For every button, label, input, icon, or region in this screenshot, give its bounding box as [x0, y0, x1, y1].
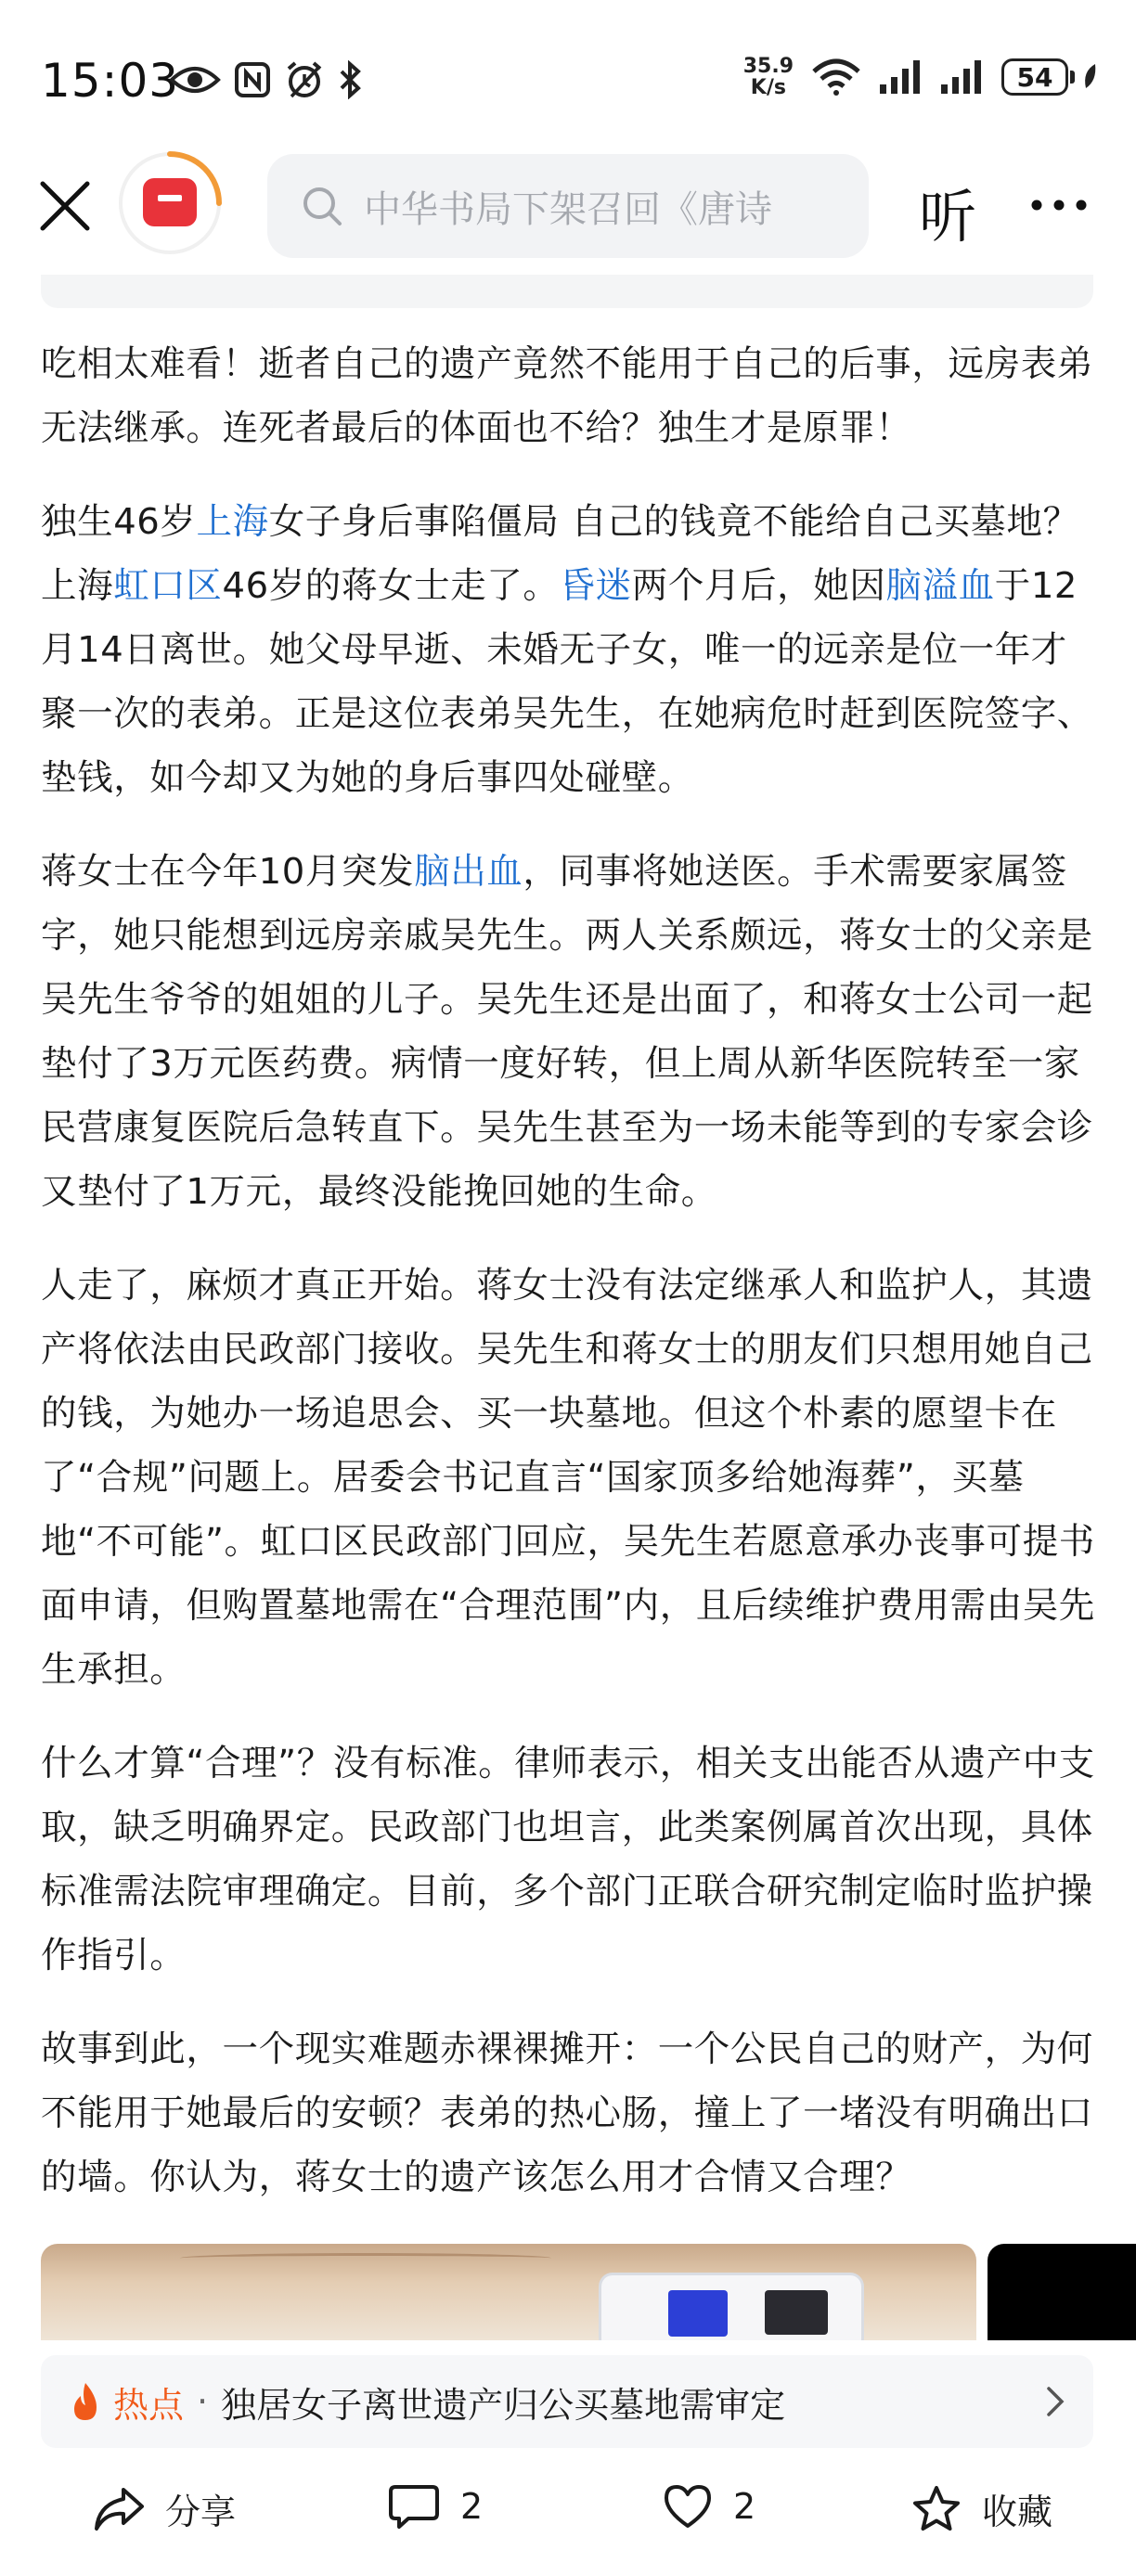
article-image[interactable] — [41, 2244, 976, 2340]
alarm-icon — [284, 59, 325, 100]
net-speed-value: 35.9 — [742, 55, 794, 78]
comment-button[interactable] — [388, 2483, 483, 2530]
text: 于12月14日离世。她父母早逝、未婚无子女，唯一的远亲是位一年才聚一次的表弟。正是这位表弟吴先生，在她病危时赶到医院签字、垫钱，如今却又为她的身后事四处碰壁。 — [41, 565, 1093, 799]
article-image-next[interactable] — [988, 2244, 1136, 2340]
share-label: 分享 — [165, 2492, 237, 2532]
signal-icon — [940, 58, 983, 96]
hot-label: 热点 — [113, 2384, 185, 2426]
article-body — [41, 332, 1099, 2239]
paragraph-2 — [41, 490, 1099, 810]
status-icons-right — [743, 56, 1099, 98]
net-speed — [743, 56, 794, 98]
like-count: 2 — [733, 2486, 756, 2527]
text: 两个月后，她因 — [631, 565, 886, 607]
text: ，同事将她送医。手术需要家属签字，她只能想到远房亲戚吴先生。两人关系颇远，蒋女士的父亲是吴先生爷爷的姐姐的儿子。吴先生还是出面了，和蒋女士公司一起垫付了3万元医药费。病情一度好转，但上周从新华医院转至一家民营康复医院后急转直下。吴先生甚至为一场未能等到的专家会诊又垫付了1万元，最终没能挽回她的生命。 — [41, 851, 1093, 1213]
share-button[interactable] — [93, 2483, 236, 2534]
text: 女子身后事陷僵局 自己的钱竟不能给自己买墓地？上海 — [41, 501, 1079, 607]
battery-icon — [1001, 58, 1099, 96]
keyword-link-hongkou[interactable]: 虹口区 — [113, 565, 223, 607]
share-icon — [93, 2486, 145, 2532]
status-time: 15:03 — [41, 54, 180, 108]
close-icon[interactable] — [35, 176, 95, 236]
image-device-display — [765, 2290, 828, 2335]
battery-leaf-icon — [1080, 62, 1099, 92]
paragraph-5: 什么才算“合理”？没有标准。律师表示，相关支出能否从遗产中支取，缺乏明确界定。民政部门也坦言，此类案例属首次出现，具体标准需法院审理确定。目前，多个部门正联合研究制定临时监护操作指引。 — [41, 1743, 1095, 1977]
image-cable — [180, 2253, 551, 2263]
chevron-right-icon — [1045, 2385, 1065, 2418]
keyword-link-hemorrhage[interactable]: 脑溢血 — [885, 565, 995, 607]
status-icons-left — [169, 59, 364, 100]
paragraph-4: 人走了，麻烦才真正开始。蒋女士没有法定继承人和监护人，其遗产将依法由民政部门接收。吴先生和蒋女士的朋友们只想用她自己的钱，为她办一场追思会、买一块墓地。但这个朴素的愿望卡在了“合规”问题上。居委会书记直言“国家顶多给她海葬”，买墓地“不可能”。虹口区民政部门回应，吴先生若愿意承办丧事可提书面申请，但购置墓地需在“合理范围”内，且后续维护费用需由吴先生承担。 — [41, 1265, 1095, 1691]
flame-icon — [69, 2381, 102, 2422]
favorite-button[interactable] — [911, 2483, 1052, 2534]
comment-count: 2 — [460, 2486, 484, 2527]
bottom-action-bar — [0, 2465, 1136, 2557]
hot-topic-bar[interactable] — [41, 2355, 1093, 2448]
app-logo-icon[interactable] — [117, 150, 223, 256]
more-icon[interactable] — [1028, 182, 1090, 228]
battery-cap — [1070, 71, 1075, 84]
text: 46岁的蒋女士走了。 — [222, 565, 560, 607]
keyword-link-coma[interactable]: 昏迷 — [559, 565, 632, 607]
listen-button[interactable]: 听 — [919, 183, 977, 251]
paragraph-3 — [41, 840, 1099, 1224]
wifi-icon — [812, 58, 860, 96]
favorite-label: 收藏 — [982, 2492, 1053, 2532]
quote-card-bottom — [41, 275, 1093, 308]
keyword-link-shanghai[interactable]: 上海 — [196, 501, 269, 543]
nfc-icon — [234, 61, 271, 98]
hot-separator: · — [197, 2381, 209, 2422]
text: 独生46岁 — [41, 501, 197, 543]
favorite-icon — [911, 2485, 962, 2533]
search-icon — [301, 185, 343, 227]
hot-topic-title: 独居女子离世遗产归公买墓地需审定 — [221, 2384, 786, 2426]
eye-icon — [169, 61, 221, 98]
search-placeholder: 中华书局下架召回《唐诗 — [364, 187, 772, 231]
paragraph-1: 吃相太难看！逝者自己的遗产竟然不能用于自己的后事，远房表弟无法继承。连死者最后的体面也不给？独生才是原罪！ — [41, 343, 1093, 449]
paragraph-6: 故事到此，一个现实难题赤裸裸摊开：一个公民自己的财产，为何不能用于她最后的安顿？表弟的热心肠，撞上了一堵没有明确出口的墙。你认为，蒋女士的遗产该怎么用才合情又合理？ — [41, 2029, 1093, 2198]
bluetooth-icon — [338, 60, 364, 99]
net-speed-unit: K/s — [750, 76, 786, 99]
status-bar — [0, 0, 1136, 148]
like-button[interactable] — [663, 2483, 755, 2530]
text: 蒋女士在今年10月突发 — [41, 851, 415, 893]
image-device-screen — [668, 2290, 728, 2337]
keyword-link-cerebral-bleed[interactable]: 脑出血 — [414, 851, 523, 893]
search-input[interactable] — [267, 154, 869, 258]
signal-icon — [879, 58, 922, 96]
battery-level: 54 — [1001, 58, 1068, 96]
comment-icon — [388, 2483, 440, 2530]
like-icon — [663, 2483, 713, 2530]
